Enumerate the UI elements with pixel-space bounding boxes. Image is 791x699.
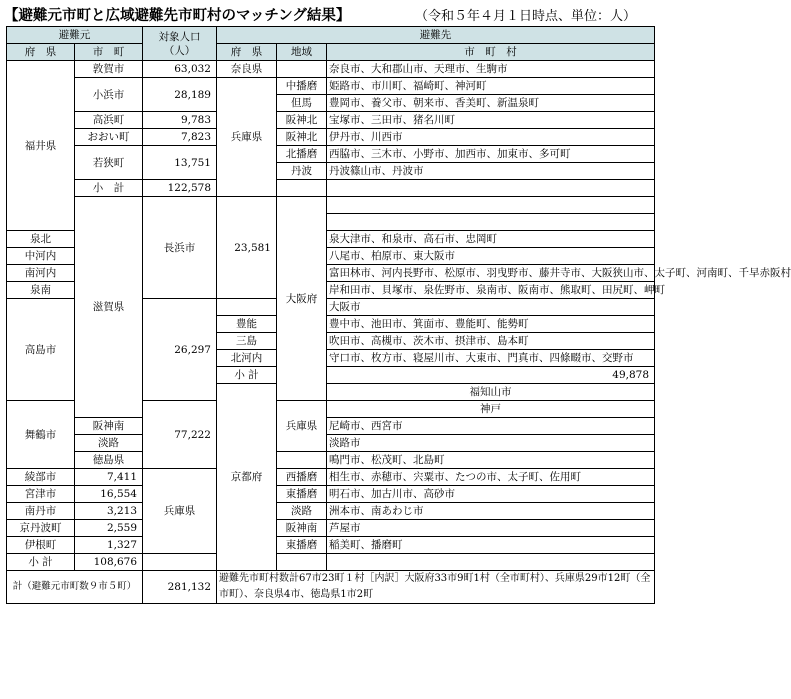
dest-cities: 洲本市、南あわじ市 — [327, 503, 655, 520]
table-row — [7, 469, 655, 486]
population: 2,559 — [75, 520, 143, 537]
total-row — [7, 571, 655, 604]
date-unit-note: （令和５年４月１日時点、単位：人） — [414, 9, 636, 24]
dest-area: 南河内 — [7, 265, 75, 282]
dest-area — [277, 452, 327, 469]
dest-area: 中河内 — [7, 248, 75, 265]
population: 28,189 — [143, 78, 217, 112]
blank-cell — [327, 180, 655, 197]
dest-cities: 稲美町、播磨町 — [327, 537, 655, 554]
origin-city: 高島市 — [7, 299, 75, 401]
origin-city: 小浜市 — [75, 78, 143, 112]
blank-cell — [327, 554, 655, 571]
dest-area — [327, 197, 655, 214]
dest-area — [327, 214, 655, 231]
dest-cities: 豊中市、池田市、箕面市、豊能町、能勢町 — [327, 316, 655, 333]
dest-cities: 伊丹市、川西市 — [327, 129, 655, 146]
dest-area: 北播磨 — [277, 146, 327, 163]
population: 7,411 — [75, 469, 143, 486]
subtotal-label: 小 計 — [75, 180, 143, 197]
subtotal-value: 122,578 — [143, 180, 217, 197]
dest-cities: 吹田市、高槻市、茨木市、摂津市、島本町 — [327, 333, 655, 350]
population: 77,222 — [143, 401, 217, 469]
header-origin: 避難元 — [7, 27, 143, 44]
dest-pref: 徳島県 — [75, 452, 143, 469]
dest-area: 阪神南 — [75, 418, 143, 435]
population: 26,297 — [143, 299, 217, 401]
table-row — [7, 112, 655, 129]
blank-cell — [277, 554, 327, 571]
blank-cell — [143, 554, 217, 571]
dest-cities: 鳴門市、松茂町、北島町 — [327, 452, 655, 469]
table-row — [7, 452, 655, 469]
origin-city: 南丹市 — [7, 503, 75, 520]
dest-cities: 姫路市、市川町、福崎町、神河町 — [327, 78, 655, 95]
subtotal-row — [7, 180, 655, 197]
table-row — [7, 61, 655, 78]
pref-kyoto: 京都府 — [217, 384, 277, 571]
subtotal-label: 小 計 — [217, 367, 277, 384]
header-destination: 避難先 — [217, 27, 655, 44]
dest-area — [277, 61, 327, 78]
header-dest-pref: 府 県 — [217, 44, 277, 61]
population: 13,751 — [143, 146, 217, 180]
origin-city: 福知山市 — [327, 384, 655, 401]
dest-cities: 相生市、赤穂市、宍粟市、たつの市、太子町、佐用町 — [327, 469, 655, 486]
origin-city: 舞鶴市 — [7, 401, 75, 469]
dest-area: 阪神南 — [277, 520, 327, 537]
header-origin-pref: 府 県 — [7, 44, 75, 61]
table-row — [7, 537, 655, 554]
dest-pref: 兵庫県 — [143, 469, 217, 554]
population: 3,213 — [75, 503, 143, 520]
total-note: 避難先市町村数計67市23町１村［内訳］大阪府33市9町1村（全市町村）、兵庫県29市12町（全市町）、奈良県4市、徳島県1市2町 — [217, 571, 655, 604]
header-origin-city: 市 町 — [75, 44, 143, 61]
dest-area: 東播磨 — [277, 537, 327, 554]
dest-cities: 明石市、加古川市、高砂市 — [327, 486, 655, 503]
table-row — [7, 197, 655, 214]
dest-area: 泉北 — [7, 231, 75, 248]
dest-cities: 奈良市、大和郡山市、天理市、生駒市 — [327, 61, 655, 78]
dest-cities: 丹波篠山市、丹波市 — [327, 163, 655, 180]
origin-city: 京丹波町 — [7, 520, 75, 537]
header-dest-area: 地域 — [277, 44, 327, 61]
dest-area: 但馬 — [277, 95, 327, 112]
pref-fukui: 福井県 — [7, 61, 75, 231]
dest-cities: 淡路市 — [327, 435, 655, 452]
table-row — [7, 520, 655, 537]
dest-area: 淡路 — [75, 435, 143, 452]
dest-pref: 兵庫県 — [217, 78, 277, 197]
blank-cell — [277, 180, 327, 197]
header-population-label: 対象人口 — [158, 30, 201, 43]
dest-pref: 奈良県 — [217, 61, 277, 78]
header-population — [143, 27, 217, 61]
population: 23,581 — [217, 197, 277, 299]
dest-pref: 大阪府 — [277, 197, 327, 401]
table-row — [7, 129, 655, 146]
population: 63,032 — [143, 61, 217, 78]
table-row — [7, 486, 655, 503]
dest-pref: 兵庫県 — [277, 401, 327, 452]
document-title: 【避難元市町と広域避難先市町村のマッチング結果】 — [4, 8, 351, 24]
dest-area: 泉南 — [7, 282, 75, 299]
population: 7,823 — [143, 129, 217, 146]
dest-cities: 尼崎市、西宮市 — [327, 418, 655, 435]
dest-cities: 豊岡市、養父市、朝来市、香美町、新温泉町 — [327, 95, 655, 112]
dest-cities: 宝塚市、三田市、猪名川町 — [327, 112, 655, 129]
population: 9,783 — [143, 112, 217, 129]
origin-city: 高浜町 — [75, 112, 143, 129]
dest-cities: 岸和田市、貝塚市、泉佐野市、泉南市、阪南市、熊取町、田尻町、岬町 — [327, 282, 655, 299]
title-row — [4, 4, 654, 24]
dest-area: 中播磨 — [277, 78, 327, 95]
origin-city: 綾部市 — [7, 469, 75, 486]
dest-cities: 芦屋市 — [327, 520, 655, 537]
dest-area: 三島 — [217, 333, 277, 350]
dest-area: 豊能 — [217, 316, 277, 333]
dest-cities: 八尾市、柏原市、東大阪市 — [327, 248, 655, 265]
origin-city: 宮津市 — [7, 486, 75, 503]
matching-table — [6, 26, 791, 604]
subtotal-row — [7, 554, 655, 571]
dest-area — [217, 299, 277, 316]
population: 16,554 — [75, 486, 143, 503]
dest-area: 阪神北 — [277, 129, 327, 146]
subtotal-label: 小 計 — [7, 554, 75, 571]
origin-city: おおい町 — [75, 129, 143, 146]
header-population-unit: （人） — [163, 44, 196, 57]
origin-city: 敦賀市 — [75, 61, 143, 78]
dest-cities: 大阪市 — [327, 299, 655, 316]
table-row — [7, 146, 655, 163]
total-label: 計（避難元市町数９市５町） — [7, 571, 143, 604]
subtotal-value: 49,878 — [327, 367, 655, 384]
subtotal-value: 108,676 — [75, 554, 143, 571]
dest-cities: 富田林市、河内長野市、松原市、羽曳野市、藤井寺市、大阪狭山市、太子町、河南町、千早赤阪村 — [327, 265, 655, 282]
dest-area: 神戸 — [327, 401, 655, 418]
origin-city: 若狭町 — [75, 146, 143, 180]
table-row — [7, 78, 655, 95]
header-dest-city: 市 町 村 — [327, 44, 655, 61]
dest-area: 淡路 — [277, 503, 327, 520]
table-row — [7, 503, 655, 520]
dest-area: 北河内 — [217, 350, 277, 367]
table-row — [7, 418, 655, 435]
population: 1,327 — [75, 537, 143, 554]
dest-area: 阪神北 — [277, 112, 327, 129]
origin-city: 長浜市 — [143, 197, 217, 299]
table-row — [7, 435, 655, 452]
dest-area: 西播磨 — [277, 469, 327, 486]
origin-city: 伊根町 — [7, 537, 75, 554]
pref-shiga: 滋賀県 — [75, 197, 143, 418]
dest-cities: 泉大津市、和泉市、高石市、忠岡町 — [327, 231, 655, 248]
dest-area: 東播磨 — [277, 486, 327, 503]
dest-cities: 守口市、枚方市、寝屋川市、大東市、門真市、四條畷市、交野市 — [327, 350, 655, 367]
dest-cities: 西脇市、三木市、小野市、加西市、加東市、多可町 — [327, 146, 655, 163]
total-value: 281,132 — [143, 571, 217, 604]
dest-area: 丹波 — [277, 163, 327, 180]
